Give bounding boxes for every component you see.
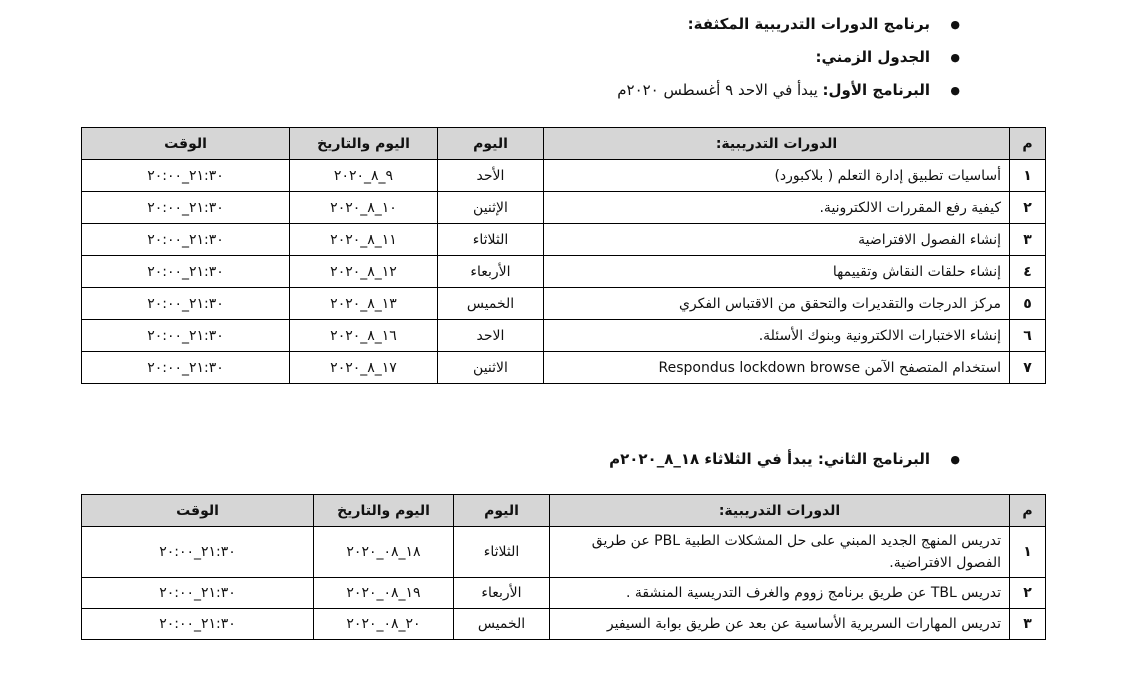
- table-row: [82, 192, 1046, 224]
- table-row: [82, 224, 1046, 256]
- second-program-bullet-list: [609, 443, 960, 476]
- first-program-label: البرنامج الأول:: [822, 81, 930, 99]
- row-day: الاثنين: [438, 352, 544, 384]
- second-program-table: [81, 494, 1046, 640]
- row-date: ١٩_٠٨_٢٠٢٠: [314, 578, 454, 609]
- table-header-row: [82, 128, 1046, 160]
- row-day: الخميس: [454, 609, 550, 640]
- bullet-program-title: ● برنامج الدورات التدريبية المكثفة:: [617, 8, 960, 41]
- row-day: الأربعاء: [438, 256, 544, 288]
- row-day: الثلاثاء: [454, 527, 550, 578]
- table-row: [82, 288, 1046, 320]
- row-course: إنشاء الاختبارات الالكترونية وبنوك الأسئلة.: [544, 320, 1010, 352]
- header-course: الدورات التدريبية:: [544, 128, 1010, 160]
- intro-bullet-list: [617, 8, 960, 107]
- row-time: ٢١:٣٠_٢٠:٠٠: [82, 160, 290, 192]
- row-date: ١٦_٨_٢٠٢٠: [290, 320, 438, 352]
- row-time: ٢١:٣٠_٢٠:٠٠: [82, 224, 290, 256]
- table-row: [82, 256, 1046, 288]
- bullet-first-program: [617, 74, 960, 107]
- header-date: اليوم والتاريخ: [290, 128, 438, 160]
- row-num: ٣: [1010, 224, 1046, 256]
- row-num: ٦: [1010, 320, 1046, 352]
- row-course: كيفية رفع المقررات الالكترونية.: [544, 192, 1010, 224]
- header-time: الوقت: [82, 128, 290, 160]
- header-num: م: [1010, 495, 1046, 527]
- row-date: ١٣_٨_٢٠٢٠: [290, 288, 438, 320]
- row-num: ١: [1010, 160, 1046, 192]
- row-num: ٣: [1010, 609, 1046, 640]
- row-date: ١٨_٠٨_٢٠٢٠: [314, 527, 454, 578]
- row-date: ١٢_٨_٢٠٢٠: [290, 256, 438, 288]
- row-day: الاحد: [438, 320, 544, 352]
- row-course: مركز الدرجات والتقديرات والتحقق من الاقتباس الفكري: [544, 288, 1010, 320]
- row-num: ٤: [1010, 256, 1046, 288]
- table-row: [82, 527, 1046, 578]
- row-course: تدريس TBL عن طريق برنامج زووم والغرف التدريسية المنشقة .: [550, 578, 1010, 609]
- row-num: ٢: [1010, 578, 1046, 609]
- row-time: ٢١:٣٠_٢٠:٠٠: [82, 609, 314, 640]
- row-course: إنشاء الفصول الافتراضية: [544, 224, 1010, 256]
- header-day: اليوم: [454, 495, 550, 527]
- row-num: ٥: [1010, 288, 1046, 320]
- row-course: استخدام المتصفح الآمن Respondus lockdown browse: [544, 352, 1010, 384]
- row-course: إنشاء حلقات النقاش وتقييمها: [544, 256, 1010, 288]
- row-day: الأحد: [438, 160, 544, 192]
- row-time: ٢١:٣٠_٢٠:٠٠: [82, 527, 314, 578]
- row-time: ٢١:٣٠_٢٠:٠٠: [82, 256, 290, 288]
- bullet-schedule-title: ● الجدول الزمني:: [617, 41, 960, 74]
- row-date: ١٧_٨_٢٠٢٠: [290, 352, 438, 384]
- row-day: الثلاثاء: [438, 224, 544, 256]
- table-row: [82, 352, 1046, 384]
- first-program-table: [81, 127, 1046, 384]
- row-num: ١: [1010, 527, 1046, 578]
- table-row: [82, 609, 1046, 640]
- first-program-start: يبدأ في الاحد ٩ أغسطس ٢٠٢٠م: [617, 81, 823, 99]
- row-time: ٢١:٣٠_٢٠:٠٠: [82, 192, 290, 224]
- header-time: الوقت: [82, 495, 314, 527]
- row-time: ٢١:٣٠_٢٠:٠٠: [82, 288, 290, 320]
- row-time: ٢١:٣٠_٢٠:٠٠: [82, 320, 290, 352]
- header-course: الدورات التدريبية:: [550, 495, 1010, 527]
- table-row: [82, 578, 1046, 609]
- row-day: الأربعاء: [454, 578, 550, 609]
- row-course: أساسيات تطبيق إدارة التعلم ( بلاكبورد): [544, 160, 1010, 192]
- row-date: ٩_٨_٢٠٢٠: [290, 160, 438, 192]
- row-time: ٢١:٣٠_٢٠:٠٠: [82, 352, 290, 384]
- row-date: ١٠_٨_٢٠٢٠: [290, 192, 438, 224]
- table-row: [82, 320, 1046, 352]
- table-header-row: [82, 495, 1046, 527]
- row-course: تدريس المهارات السريرية الأساسية عن بعد عن طريق بوابة السيفير: [550, 609, 1010, 640]
- row-course: تدريس المنهج الجديد المبني على حل المشكلات الطبية PBL عن طريق الفصول الافتراضية.: [550, 527, 1010, 578]
- bullet-second-program: ● البرنامج الثاني: يبدأ في الثلاثاء ١٨_٨_٢٠٢٠م: [609, 443, 960, 476]
- row-day: الإثنين: [438, 192, 544, 224]
- row-day: الخميس: [438, 288, 544, 320]
- row-date: ١١_٨_٢٠٢٠: [290, 224, 438, 256]
- row-time: ٢١:٣٠_٢٠:٠٠: [82, 578, 314, 609]
- row-num: ٢: [1010, 192, 1046, 224]
- header-day: اليوم: [438, 128, 544, 160]
- header-num: م: [1010, 128, 1046, 160]
- table-row: [82, 160, 1046, 192]
- header-date: اليوم والتاريخ: [314, 495, 454, 527]
- row-num: ٧: [1010, 352, 1046, 384]
- row-date: ٢٠_٠٨_٢٠٢٠: [314, 609, 454, 640]
